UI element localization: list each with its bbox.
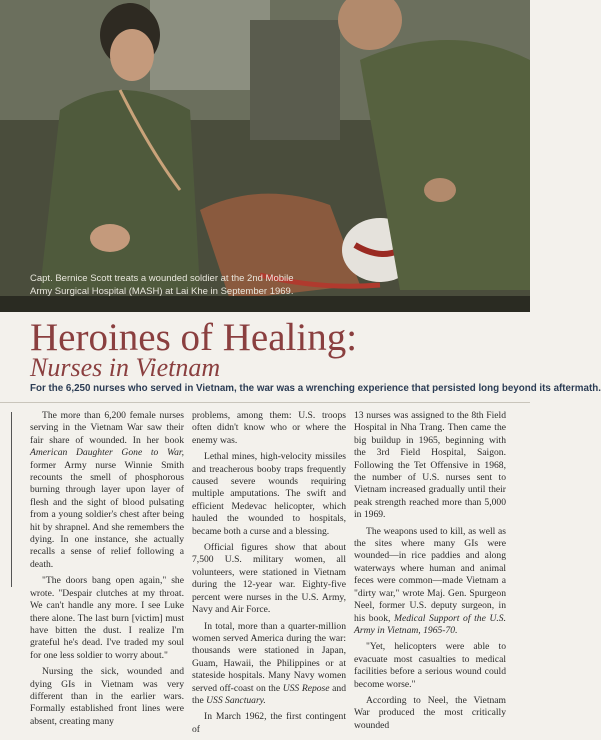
paragraph: "Yet, helicopters were able to evacuate most casualties to medical facilities before a serious wound could become worse." [354, 641, 506, 690]
text-span: The weapons used to kill, as well as the sites where many GIs were wounded—in rice paddies and along waterways where human and animal feces were common—made Vietnam a "dirty war," wrote Maj. Gen. Spurgeon Neel, former U.S. deputy surgeon, in his book, [354, 525, 506, 624]
article-deck: For the 6,250 nurses who served in Vietnam, the war was a wrenching experience that persisted long beyond its aftermath. [30, 383, 601, 394]
ship-name: USS Sanctuary. [206, 694, 266, 706]
book-title: Medical Support of the U.S. Army in Vietnam, 1965-70. [354, 612, 506, 636]
column-2 [192, 410, 346, 740]
paragraph: Official figures show that about 7,500 U.S. military women, all volunteers, were stationed in Vietnam during the 12-year war. Eighty-five percent were nurses in the U.S. Army, Navy and Air Force. [192, 542, 346, 616]
divider [0, 402, 530, 403]
paragraph: Nursing the sick, wounded and dying GIs in Vietnam was very different than in the earlier wars. Formally established front lines were absent, creating many [30, 666, 184, 727]
text-span: former Army nurse Winnie Smith recounts the smell of phosphorous burning through layer upon layer of flesh and the sight of blood pulsating from a young soldier's chest after being hit by shrapnel. And she remembers the dying. In one instance, she actually recalls a sense of relief following a death. [30, 459, 184, 570]
paragraph: 13 nurses was assigned to the 8th Field Hospital in Nha Trang. Then came the big buildup in 1965, beginning with the 3rd Field Hospital, Saigon. Following the Tet Offensive in 1968, the number of U.S. nurses sent to Vietnam increased gradually until their peak strength reached more than 5,000 in 1969. [354, 410, 506, 521]
caption-line-1: Capt. Bernice Scott treats a wounded soldier at the 2nd Mobile [30, 273, 294, 284]
paragraph: "The doors bang open again," she wrote. "Despair clutches at my throat. We can't handle any more. I see Luke there alone. The last burn [victim] must have bitten the dust. I realize I'm grateful he's dead. I've traded my soul for one less soldier to worry about." [30, 575, 184, 661]
paragraph [30, 410, 184, 571]
photo-illustration [0, 0, 530, 312]
paragraph: According to Neel, the Vietnam War produced the most critically wounded [354, 694, 506, 731]
photo-caption [30, 273, 294, 298]
text-span: In total, more than a quarter-million women served America during the war: thousands were stationed in Japan, Guam, Hawaii, the Philippines or at stateside hospitals. Many Navy women served off-coast on the [192, 620, 346, 694]
text-span: and the [192, 682, 347, 706]
column-1 [30, 410, 184, 732]
ship-name: USS Repose [282, 682, 330, 694]
book-title: American Daughter Gone to War, [30, 447, 184, 459]
margin-rule [11, 412, 12, 587]
column-3 [354, 410, 506, 736]
paragraph: In March 1962, the first contingent of [192, 711, 346, 735]
paragraph [354, 526, 506, 638]
paragraph: Lethal mines, high-velocity missiles and treacherous booby traps frequently caused severe wounds requiring multiple amputations. The swift and efficient Medevac helicopter, which hauled the wounded to hospitals, became both a curse and a blessing. [192, 451, 346, 537]
text-span: The more than 6,200 female nurses serving in the Vietnam War saw their fair share of wounded. In her book [30, 410, 184, 446]
paragraph: problems, among them: U.S. troops often didn't know who or where the enemy was. [192, 410, 346, 446]
article-title: Heroines of Healing: [30, 316, 358, 359]
paragraph [192, 621, 346, 708]
article-subtitle: Nurses in Vietnam [30, 353, 221, 382]
article-photo [0, 0, 530, 312]
caption-line-2: Army Surgical Hospital (MASH) at Lai Khe in September 1969. [30, 285, 294, 297]
